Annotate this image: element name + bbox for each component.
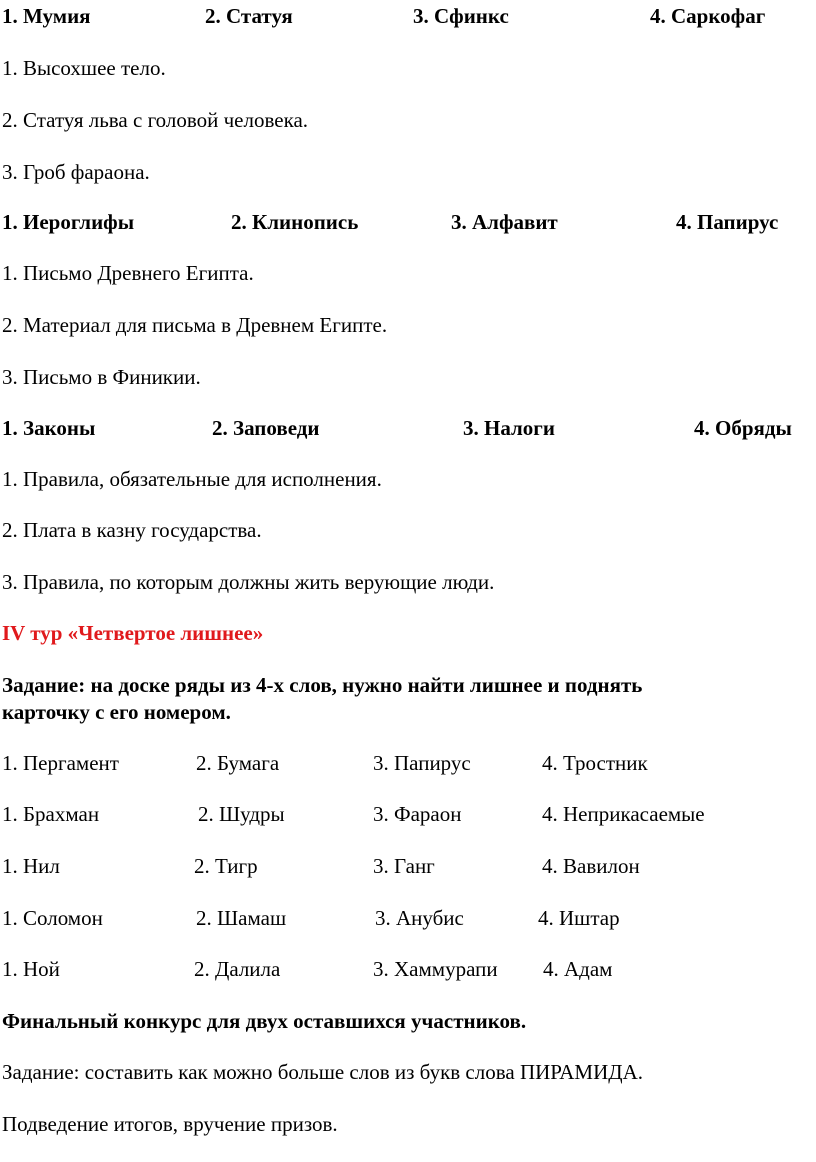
- round4-row-5: [2, 957, 814, 981]
- block3-header-item-1: 1. Законы: [2, 416, 96, 440]
- block3-header-item-4: 4. Обряды: [694, 416, 792, 440]
- round4-row-1-word-3: 3. Папирус: [373, 751, 471, 775]
- block1-header-item-4: 4. Саркофаг: [650, 4, 766, 28]
- block3-definition-3: 3. Правила, по которым должны жить верующие люди.: [2, 570, 495, 594]
- final-title: Финальный конкурс для двух оставшихся участников.: [2, 1009, 527, 1033]
- round4-row-5-word-3: 3. Хаммурапи: [373, 957, 498, 981]
- round4-row-1-word-2: 2. Бумага: [196, 751, 280, 775]
- round4-row-2-word-4: 4. Неприкасаемые: [542, 802, 705, 826]
- round4-row-3-word-1: 1. Нил: [2, 854, 60, 878]
- round4-row-3-word-3: 3. Ганг: [373, 854, 435, 878]
- block3-definition-2: 2. Плата в казну государства.: [2, 518, 262, 542]
- block1-header-item-2: 2. Статуя: [205, 4, 293, 28]
- block1-header: [2, 4, 814, 28]
- round4-row-4-word-2: 2. Шамаш: [196, 906, 287, 930]
- round4-row-2-word-2: 2. Шудры: [198, 802, 285, 826]
- block2-header: [2, 210, 814, 234]
- round4-task-line-1: Задание: на доске ряды из 4-х слов, нужно найти лишнее и поднять: [2, 673, 643, 697]
- round4-row-5-word-1: 1. Ной: [2, 957, 60, 981]
- round4-row-5-word-4: 4. Адам: [543, 957, 613, 981]
- block2-definition-3: 3. Письмо в Финикии.: [2, 365, 201, 389]
- block2-header-item-3: 3. Алфавит: [451, 210, 558, 234]
- round4-row-4-word-1: 1. Соломон: [2, 906, 103, 930]
- round4-row-2-word-1: 1. Брахман: [2, 802, 100, 826]
- block2-header-item-1: 1. Иероглифы: [2, 210, 135, 234]
- block1-definition-1: 1. Высохшее тело.: [2, 56, 166, 80]
- block3-definition-1: 1. Правила, обязательные для исполнения.: [2, 467, 382, 491]
- block3-header-item-3: 3. Налоги: [463, 416, 555, 440]
- round4-row-3: [2, 854, 814, 878]
- block2-header-item-2: 2. Клинопись: [231, 210, 359, 234]
- final-closing: Подведение итогов, вручение призов.: [2, 1112, 338, 1136]
- block1-definition-2: 2. Статуя льва с головой человека.: [2, 108, 309, 132]
- round4-row-4-word-3: 3. Анубис: [375, 906, 464, 930]
- round4-row-3-word-4: 4. Вавилон: [542, 854, 640, 878]
- block1-header-item-3: 3. Сфинкс: [413, 4, 509, 28]
- round4-row-1-word-4: 4. Тростник: [542, 751, 648, 775]
- final-task: Задание: составить как можно больше слов из букв слова ПИРАМИДА.: [2, 1060, 644, 1084]
- round4-row-2-word-3: 3. Фараон: [373, 802, 462, 826]
- block1-header-item-1: 1. Мумия: [2, 4, 91, 28]
- round4-row-1-word-1: 1. Пергамент: [2, 751, 119, 775]
- block2-definition-2: 2. Материал для письма в Древнем Египте.: [2, 313, 388, 337]
- round4-task-line-2: карточку с его номером.: [2, 700, 231, 724]
- round4-row-5-word-2: 2. Далила: [194, 957, 281, 981]
- round4-row-1: [2, 751, 814, 775]
- round4-row-4-word-4: 4. Иштар: [538, 906, 620, 930]
- round4-row-3-word-2: 2. Тигр: [194, 854, 258, 878]
- round4-row-2: [2, 802, 814, 826]
- block1-definition-3: 3. Гроб фараона.: [2, 160, 150, 184]
- block2-definition-1: 1. Письмо Древнего Египта.: [2, 261, 254, 285]
- block3-header-item-2: 2. Заповеди: [212, 416, 320, 440]
- block3-header: [2, 416, 814, 440]
- round4-title: IV тур «Четвертое лишнее»: [2, 621, 264, 645]
- round4-row-4: [2, 906, 814, 930]
- block2-header-item-4: 4. Папирус: [676, 210, 779, 234]
